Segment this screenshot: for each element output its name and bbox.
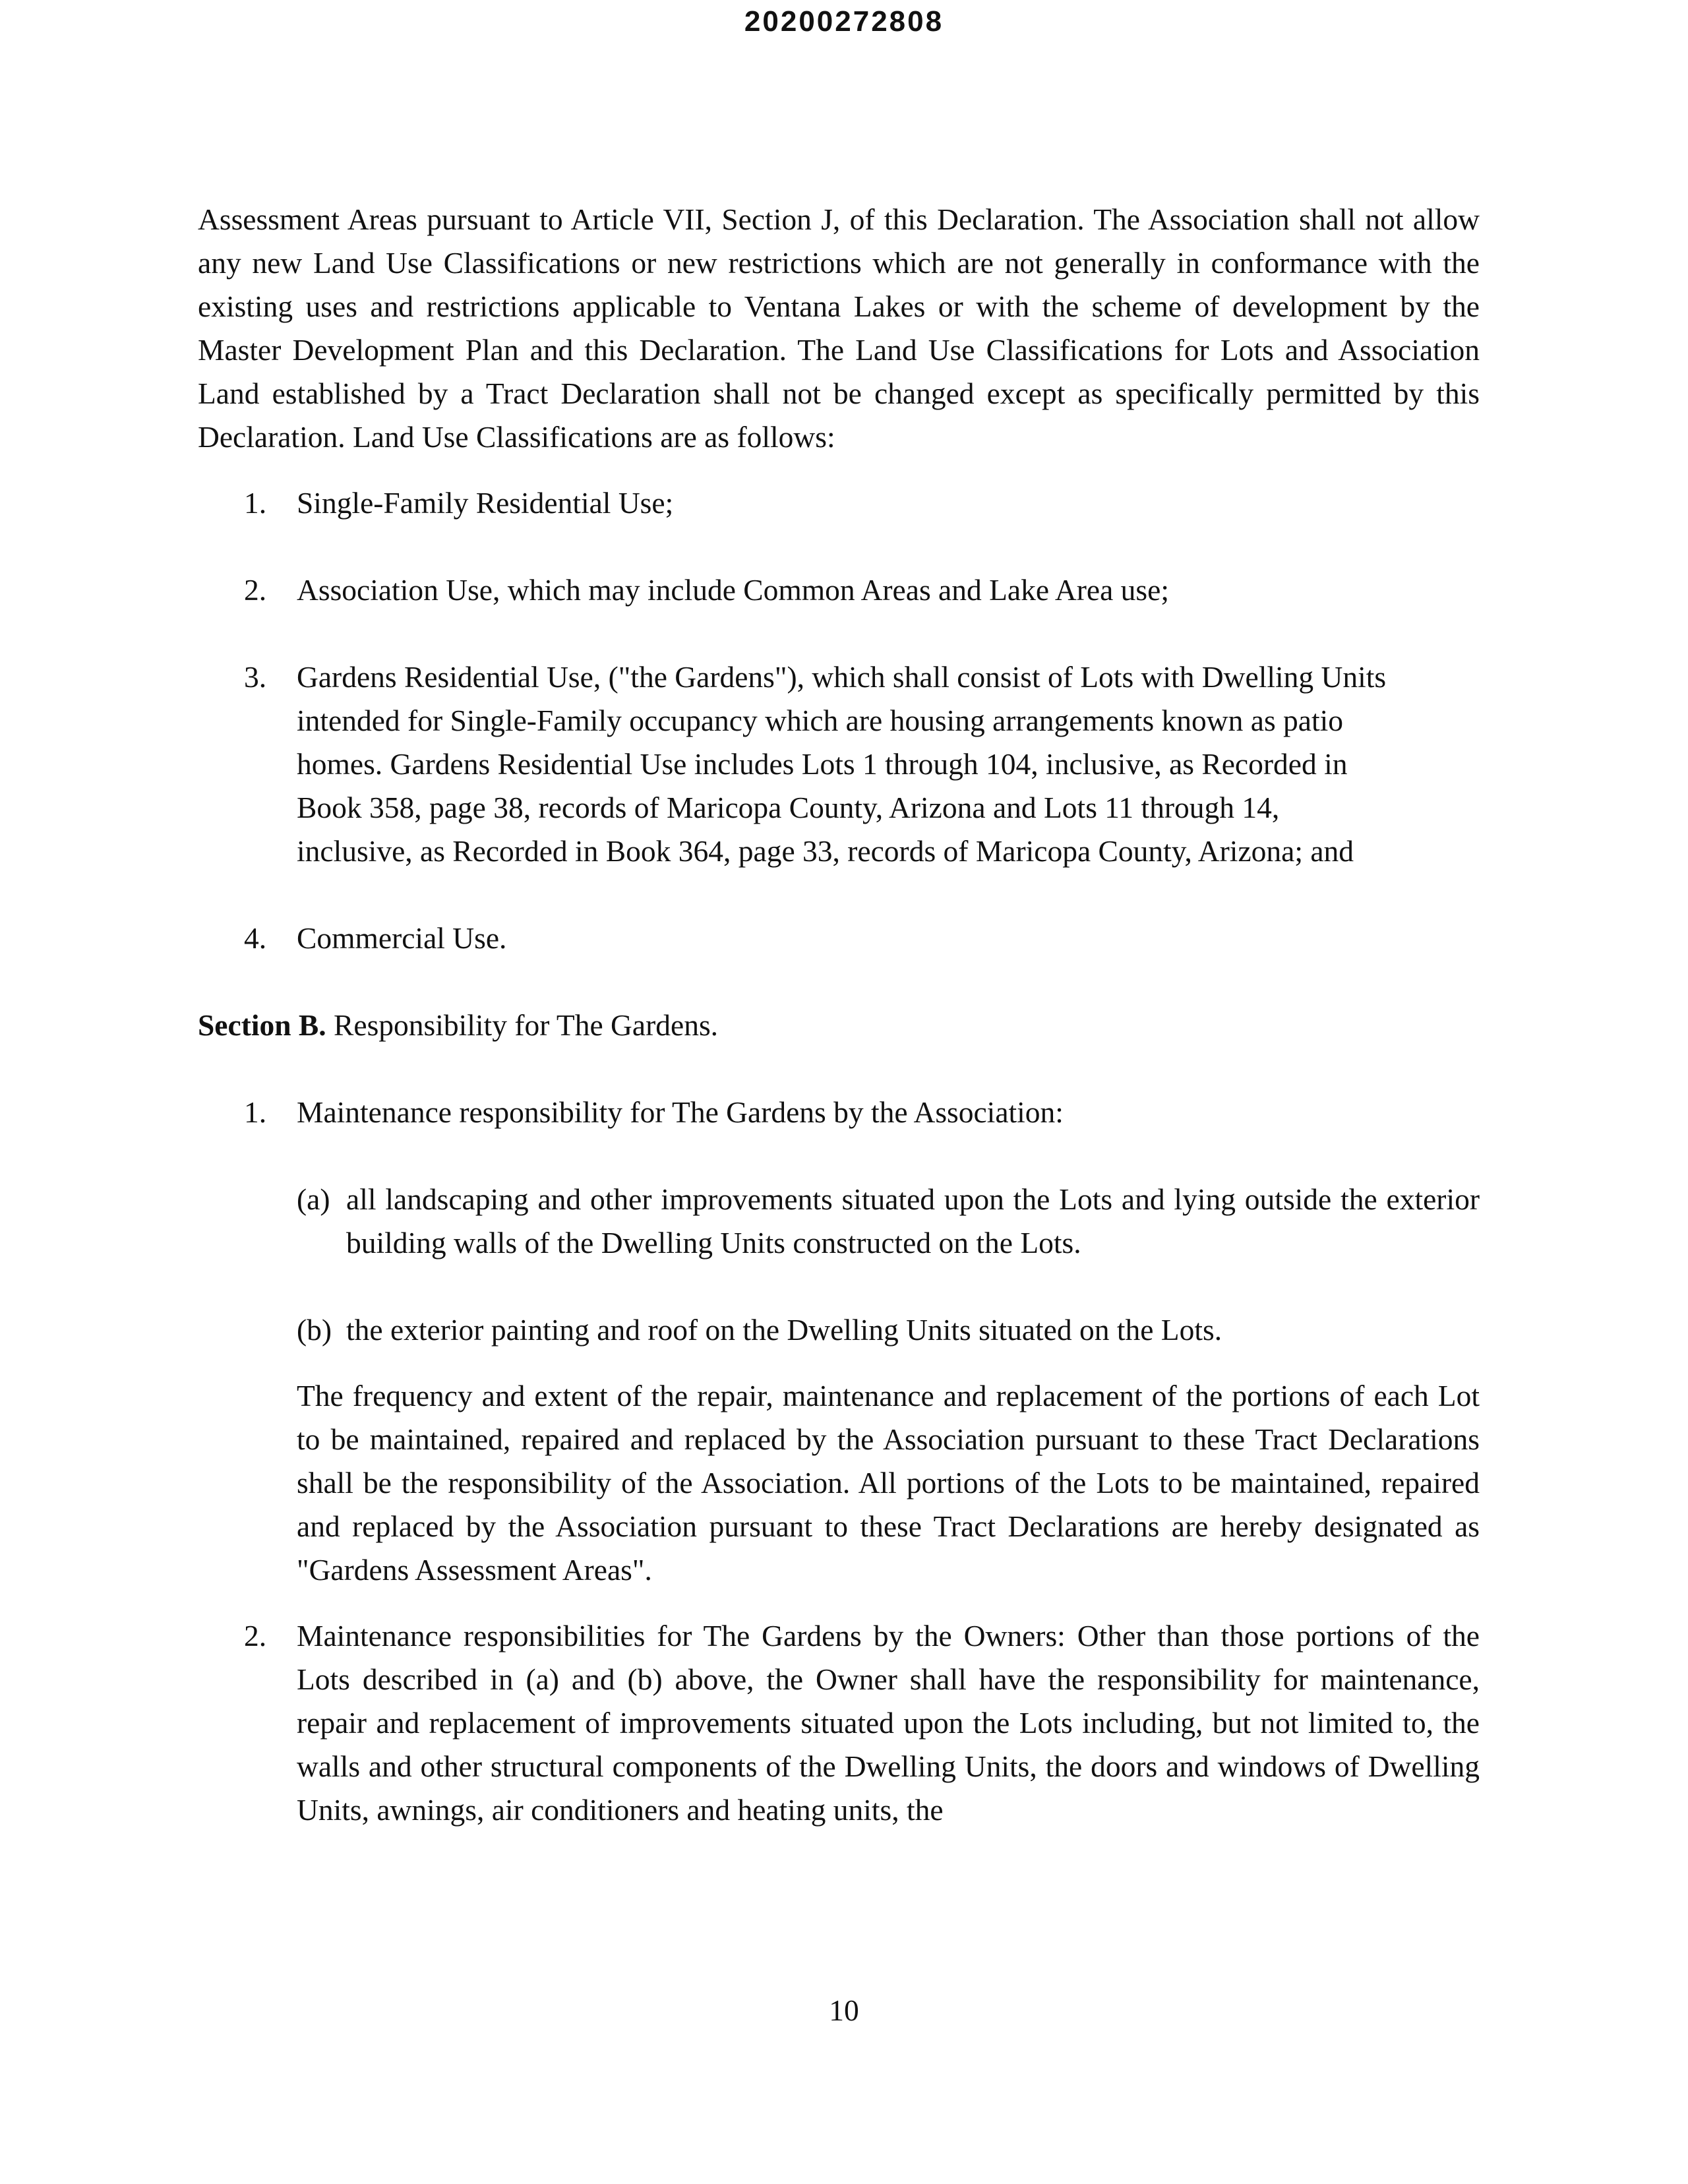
classification-item-1 (198, 481, 1480, 525)
item-text: Commercial Use. (297, 921, 507, 955)
sub-item-text: all landscaping and other improvements situated upon the Lots and lying outside the exterior building walls of the Dwelling Units constructed on the Lots. (346, 1182, 1480, 1259)
sub-item-b (198, 1308, 1480, 1352)
sub-item-label: (b) (297, 1313, 332, 1347)
sub-item-a (198, 1178, 1480, 1265)
item-text: Maintenance responsibilities for The Gardens by the Owners: Other than those portions of the Lots described in (a) and (b) above, the Owner shall have the responsibility for maintenance, repair and replacement of improvements situated upon the Lots including, but not limited to, the walls and other structural components of the Dwelling Units, the doors and windows of Dwelling Units, awnings, air conditioners and heating units, the (297, 1619, 1480, 1827)
item-text: Maintenance responsibility for The Gardens by the Association: (297, 1095, 1064, 1129)
item-number: 3. (244, 660, 267, 694)
classification-item-2 (198, 568, 1480, 612)
sub-item-label: (a) (297, 1182, 330, 1216)
sub-item-text: the exterior painting and roof on the Dwelling Units situated on the Lots. (346, 1313, 1222, 1347)
section-label: Section B. (198, 1008, 326, 1042)
item-number: 2. (244, 573, 267, 607)
gardens-assessment-paragraph: The frequency and extent of the repair, maintenance and replacement of the portions of each Lot to be maintained, repaired and replaced by the Association pursuant to these Tract Declarations shall be the responsibility of the Association. All portions of the Lots to be maintained, repaired and replaced by the Association pursuant to these Tract Declarations are hereby designated as "Gardens Assessment Areas". (297, 1379, 1480, 1587)
section-b-heading (198, 1004, 1480, 1047)
page-number: 10 (829, 1993, 859, 2027)
item-text: Single-Family Residential Use; (297, 486, 674, 520)
item-number: 1. (244, 1095, 267, 1129)
item-number: 1. (244, 486, 267, 520)
section-title: Responsibility for The Gardens. (334, 1008, 719, 1042)
recording-number: 20200272808 (744, 5, 944, 38)
item-text: Association Use, which may include Common Areas and Lake Area use; (297, 573, 1169, 607)
item-text: Gardens Residential Use, ("the Gardens"), which shall consist of Lots with Dwelling Units intended for Single-Family occupancy which are housing arrangements known as patio homes. Gardens Residential Use includes Lots 1 through 104, inclusive, as Recorded in Book 358, page 38, records of Maricopa County, Arizona and Lots 11 through 14, inclusive, as Recorded in Book 364, page 33, records of Maricopa County, Arizona; and (297, 660, 1387, 868)
section-b-item-1 (198, 1091, 1480, 1134)
item-number: 2. (244, 1619, 267, 1653)
classification-item-4 (198, 917, 1480, 960)
intro-paragraph: Assessment Areas pursuant to Article VII, Section J, of this Declaration. The Association shall not allow any new Land Use Classifications or new restrictions which are not generally in conformance with the existing uses and restrictions applicable to Ventana Lakes or with the scheme of development by the Master Development Plan and this Declaration. The Land Use Classifications for Lots and Association Land established by a Tract Declaration shall not be changed except as specifically permitted by this Declaration. Land Use Classifications are as follows: (198, 202, 1480, 454)
classification-item-3 (198, 655, 1480, 873)
section-b-item-2 (198, 1614, 1480, 1832)
document-body (198, 198, 1480, 1832)
item-number: 4. (244, 921, 267, 955)
